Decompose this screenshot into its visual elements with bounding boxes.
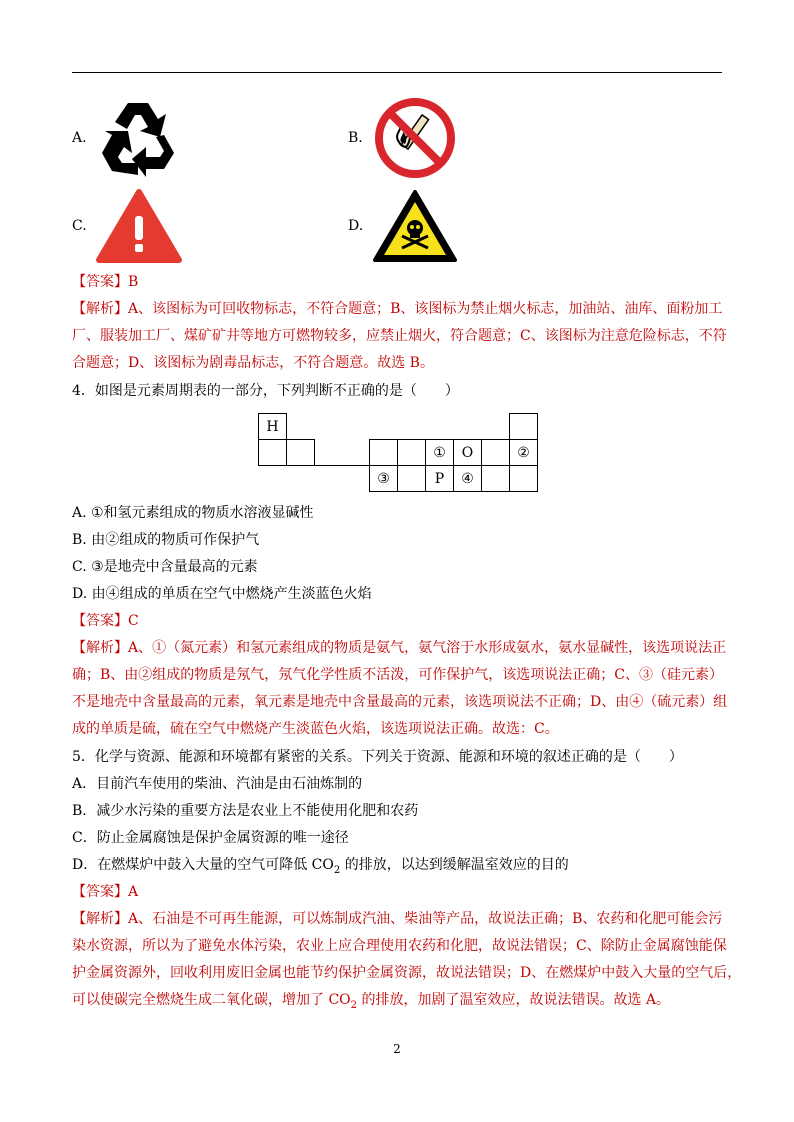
pt-cell-empty: [287, 440, 315, 466]
q5-analysis-line-4-text-2: 的排放，加剧了温室效应，故说法错误。故选 A。: [357, 992, 671, 1008]
warning-icon: [96, 188, 182, 264]
pt-cell-empty: [510, 414, 538, 440]
pt-cell-o: O: [454, 440, 482, 466]
q3-analysis-line-2: 厂、服装加工厂、煤矿矿井等地方可燃物较多，应禁止烟火，符合题意；C、该图标为注意危险标志，不符: [72, 328, 727, 344]
q4-analysis-line-4: 成的单质是硫，硫在空气中燃烧产生淡蓝色火焰，该选项说法正确。故选：C。: [72, 721, 559, 737]
pt-cell-h: H: [259, 414, 287, 440]
header-rule: [72, 72, 722, 73]
q3-option-b-label: B.: [348, 130, 363, 146]
q5-analysis-line-1: 【解析】A、石油是不可再生能源，可以炼制成汽油、柴油等产品，故说法正确；B、农药和化肥可能会污: [72, 911, 723, 927]
q4-option-b: B. 由②组成的物质可作保护气: [72, 532, 260, 548]
q4-answer: 【答案】C: [72, 613, 139, 629]
pt-cell-empty: [482, 440, 510, 466]
q5-option-d-text-1: D．在燃煤炉中鼓入大量的空气可降低 CO: [72, 857, 334, 873]
q3-analysis-line-1: 【解析】A、该图标为可回收物标志，不符合题意；B、该图标为禁止烟火标志，加油站、油库、面粉加工: [72, 301, 723, 317]
recycle-icon: [98, 97, 178, 179]
q4-analysis-line-3: 不是地壳中含量最高的元素，氧元素是地壳中含量最高的元素，该选项说法不正确；D、由④（硫元素）组: [72, 694, 728, 710]
q3-option-c-label: C.: [72, 218, 87, 234]
q5-answer: 【答案】A: [72, 884, 139, 900]
q5-analysis-line-4: [72, 990, 670, 1016]
pt-cell-empty: [482, 466, 510, 492]
poison-icon: [372, 188, 458, 264]
pt-cell-p: P: [426, 466, 454, 492]
q5-option-a: A．目前汽车使用的柴油、汽油是由石油炼制的: [72, 776, 363, 792]
q5-analysis-line-2: 染水资源，所以为了避免水体污染，农业上应合理使用农药和化肥，故说法错误；C、除防止金属腐蚀能保: [72, 938, 727, 954]
q4-analysis-line-1: 【解析】A、①（氮元素）和氢元素组成的物质是氨气，氨气溶于水形成氨水，氨水显碱性，该选项说法正: [72, 640, 727, 656]
pt-cell-2: ②: [510, 440, 538, 466]
q5-option-d-subscript: 2: [333, 864, 341, 876]
q4-option-c: C. ③是地壳中含量最高的元素: [72, 559, 258, 575]
q4-stem: 4．如图是元素周期表的一部分，下列判断不正确的是（ ）: [72, 383, 459, 399]
pt-cell-3: ③: [370, 466, 398, 492]
q5-option-c: C．防止金属腐蚀是保护金属资源的唯一途径: [72, 830, 349, 846]
page-number: 2: [393, 1042, 401, 1056]
q3-answer: 【答案】B: [72, 274, 139, 290]
q5-analysis-subscript: 2: [350, 999, 358, 1011]
q5-analysis-line-3: 护金属资源外，回收利用废旧金属也能节约保护金属资源，故说法错误；D、在燃煤炉中鼓入大量的空气后，: [72, 965, 742, 981]
periodic-table-fragment: [258, 413, 538, 492]
pt-cell-empty: [259, 440, 287, 466]
pt-cell-empty: [398, 466, 426, 492]
q5-option-d: [72, 855, 569, 881]
q3-option-a-label: A.: [72, 130, 87, 146]
q3-option-d-label: D.: [348, 218, 364, 234]
q5-stem: 5．化学与资源、能源和环境都有紧密的关系。下列关于资源、能源和环境的叙述正确的是（ ）: [72, 749, 683, 765]
q4-option-d: D. 由④组成的单质在空气中燃烧产生淡蓝色火焰: [72, 586, 372, 602]
q4-option-a: A. ①和氢元素组成的物质水溶液显碱性: [72, 505, 314, 521]
q4-analysis-line-2: 确；B、由②组成的物质是氖气，氖气化学性质不活泼，可作保护气，该选项说法正确；C、③（硅元素）: [72, 667, 723, 683]
q3-analysis-line-3: 合题意；D、该图标为剧毒品标志，不符合题意。故选 B。: [72, 355, 434, 371]
pt-cell-empty: [510, 466, 538, 492]
pt-cell-empty: [370, 440, 398, 466]
pt-cell-empty: [398, 440, 426, 466]
q5-analysis-line-4-text-1: 可以使碳完全燃烧生成二氧化碳，增加了 CO: [72, 992, 351, 1008]
q5-option-d-text-2: 的排放，以达到缓解温室效应的目的: [340, 857, 569, 873]
pt-cell-1: ①: [426, 440, 454, 466]
no-fire-icon: [373, 96, 457, 180]
pt-cell-4: ④: [454, 466, 482, 492]
q5-option-b: B．减少水污染的重要方法是农业上不能使用化肥和农药: [72, 803, 419, 819]
